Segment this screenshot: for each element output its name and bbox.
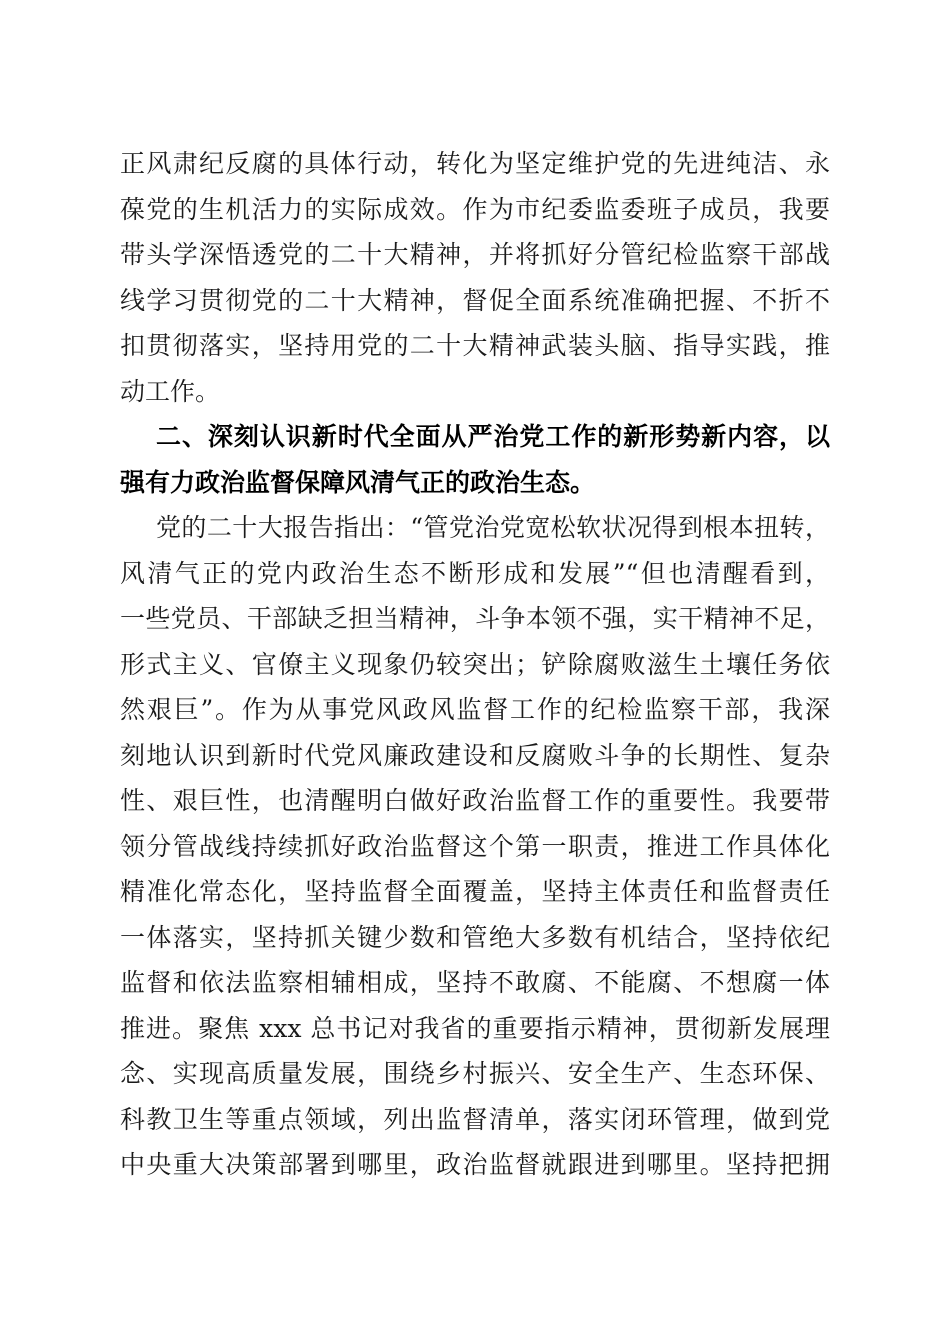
- text-line: 然艰巨”。作为从事党风政风监督工作的纪检监察干部，我深: [120, 695, 830, 724]
- text-line: 一些党员、干部缺乏担当精神，斗争本领不强，实干精神不足，: [120, 604, 830, 633]
- text-line: 性、艰巨性，也清醒明白做好政治监督工作的重要性。我要带: [120, 786, 830, 815]
- heading-line: 强有力政治监督保障风清气正的政治生态。: [120, 467, 596, 497]
- text-line: 科教卫生等重点领域，列出监督清单，落实闭环管理，做到党: [120, 1104, 830, 1134]
- text-line: 刻地认识到新时代党风廉政建设和反腐败斗争的长期性、复杂: [120, 740, 830, 770]
- text-line: 一体落实，坚持抓关键少数和管绝大多数有机结合，坚持依纪: [120, 922, 830, 952]
- heading-line: 二、深刻认识新时代全面从严治党工作的新形势新内容，以: [156, 422, 830, 451]
- text-line: 风清气正的党内政治生态不断形成和发展”“但也清醒看到，: [120, 558, 830, 588]
- text-line: 扣贯彻落实，坚持用党的二十大精神武装头脑、指导实践，推: [120, 331, 830, 360]
- text-line: 念、实现高质量发展，围绕乡村振兴、安全生产、生态环保、: [120, 1059, 830, 1088]
- text-line: 动工作。: [120, 376, 221, 406]
- paragraph-1: [120, 141, 830, 414]
- text-line: 线学习贯彻党的二十大精神，督促全面系统准确把握、不折不: [120, 285, 830, 315]
- text-line: 葆党的生机活力的实际成效。作为市纪委监委班子成员，我要: [120, 194, 830, 224]
- text-line: 党的二十大报告指出：“管党治党宽松软状况得到根本扭转，: [156, 513, 830, 542]
- text-line: 领分管战线持续抓好政治监督这个第一职责，推进工作具体化: [120, 831, 830, 861]
- paragraph-2: [120, 505, 830, 1188]
- text-line: 中央重大决策部署到哪里，政治监督就跟进到哪里。坚持把拥: [120, 1150, 830, 1179]
- text-line: 形式主义、官僚主义现象仍较突出；铲除腐败滋生土壤任务依: [120, 649, 830, 679]
- text-line: 精准化常态化，坚持监督全面覆盖，坚持主体责任和监督责任: [120, 877, 830, 906]
- text-line: 正风肃纪反腐的具体行动，转化为坚定维护党的先进纯洁、永: [120, 149, 830, 178]
- text-line: 监督和依法监察相辅相成，坚持不敢腐、不能腐、不想腐一体: [120, 968, 830, 997]
- section-heading-2: [120, 414, 830, 505]
- text-line: 带头学深悟透党的二十大精神，并将抓好分管纪检监察干部战: [120, 240, 830, 269]
- document-body: [120, 141, 830, 1188]
- text-line: 推进。聚焦 xxx 总书记对我省的重要指示精神，贯彻新发展理: [120, 1013, 830, 1043]
